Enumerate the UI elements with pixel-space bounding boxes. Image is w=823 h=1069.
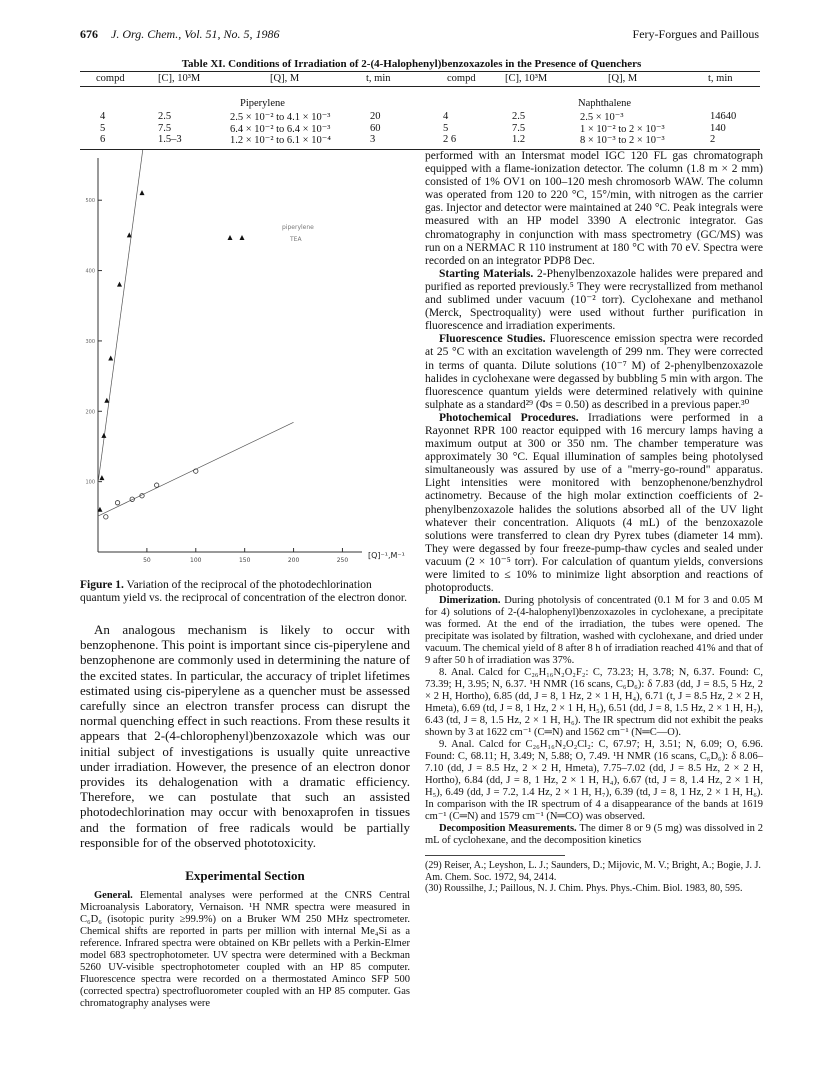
paragraph-photochemical [425,412,763,595]
dimerization-heading: Dimerization. [439,595,501,607]
naphthalene-row-cell: 1.2 [512,134,526,145]
piperylene-point [104,398,109,403]
piperylene-row-cell: 20 [370,111,381,122]
section-heading: Experimental Section [185,868,305,884]
piperylene-row-cell: 2.5 × 10⁻² to 4.1 × 10⁻³ [230,112,331,123]
piperylene-row-cell: 6.4 × 10⁻² to 6.4 × 10⁻³ [230,123,331,135]
piperylene-row-cell: 5 [100,122,106,134]
piperylene-row-cell: 3 [370,134,376,145]
legend-label-piperylene: piperylene [282,224,314,231]
naphthalene-row-cell: 2 [710,134,716,145]
x-axis-label: [Q]⁻¹,M⁻¹ [368,551,405,560]
y-tick-label: 500 [85,198,95,205]
paragraph-starting-materials [425,268,763,333]
naphthalene-row-cell: 2.5 × 10⁻³ [580,112,624,123]
paragraph-analysis-8: 8. Anal. Calcd for C₂₆H₁₆N₂O₂F₂: C, 73.23; H, 3.78; N, 6.37. Found: C, 73.39; H, 3.95; N, 6.37. ¹H NMR (16 scans, C₆D₆): δ 7.83 (dd, J = 8.5, 5 Hz, 2 × 2 H, Hortho), 6.85 (dd, J = 8, 1 Hz, 2 × 1 H, H₄), 6.71 (t, J = 8.5 Hz, 2 × 2 H, Hmeta), 6.69 (td, J = 8, 1 Hz, 2 × 1 H, H₅), 6.51 (dd, J = 8, 1.5 Hz, 2 × 1 H, H₇), 6.43 (td, J = 8, 1.5 Hz, 2 × 1 H, H₆). The IR spectrum did not exhibit the peaks shown by 3 at 1622 cm⁻¹ (C═N) and 1562 cm⁻¹ (N═C—O). [425,667,763,739]
reference-30: (30) Roussilhe, J.; Paillous, N. J. Chim. Phys. Phys.-Chim. Biol. 1983, 80, 595. [425,883,743,895]
running-head-authors: Fery-Forgues and Paillous [632,27,759,41]
figure-caption-text: Variation of the reciprocal of the photodechlorination quantum yield vs. the reciprocal of concentration of the electron donor. [80,579,407,604]
naphthalene-row-cell: 1 × 10⁻² to 2 × 10⁻³ [580,123,665,135]
piperylene-row-cell: 2.5 [158,111,172,122]
reference-29: (29) Reiser, A.; Leyshon, L. J.; Saunders, D.; Mijovic, M. V.; Bright, A.; Bogie, J. J. Am. Chem. Soc. 1972, 94, 2414. [425,860,761,883]
running-head-left [80,27,280,42]
piperylene-row-cell: 7.5 [158,122,172,134]
legend-label-tea: TEA [290,236,302,243]
naphthalene-row-cell: 2.5 [512,111,526,122]
group-piperylene: Piperylene [240,98,285,109]
naphthalene-row-cell: 140 [710,122,726,134]
x-tick-label: 100 [190,557,202,564]
table-header-rule [80,86,760,87]
th-q-right: [Q], M [608,73,638,84]
photochemical-text: Irradiations were performed in a Rayonnet RPR 100 reactor equipped with 16 mercury lamps having a maximum output at 300 or 350 nm. The chamber temperature was approximately 30 °C. Equal illumination of samples being photolysed simultaneously was assured by use of a "merry-go-round" apparatus. Light intensities were monitored with benzophenone/benzhydrol actinometry. Because of the high molar extinction coefficients of 2-phenylbenzoxazole halides the solutions absorbed all of the UV light whatever their concentration. Aliquots (4 mL) of the benzoxazole solutions were transferred to clean dry Pyrex tubes (diameter 14 mm). They were degassed by four freeze-pump-thaw cycles and sealed under vacuum (2 × 10⁻⁵ torr). For calculation of quantum yields, conversions were limited to ≤ 10% to minimize light absorption and reactions of photoproducts. [425,411,764,595]
y-tick-label: 400 [85,268,95,275]
general-text: Elemental analyses were performed at the CNRS Central Microanalysis Laboratory, Vernaison. ¹H NMR spectra were measured in C₆D₆ (isotopic purity ≥99.9%) on a Bruker WM 250 MHz spectrometer. Chemical shifts are reported in parts per million with internal Me₄Si as a reference. Infrared spectra were obtained on KBr pellets with a Perkin-Elmer model 683 spectrophotometer. UV spectra were determined with a Beckman 5260 UV-visible spectrophotometer coupled with an HP 85 computer. Fluorescence spectra were recorded on a thermostated Aminco SFP 500 (corrected spectra) spectrofluorometer coupled with an HP 85 computer. Gas chromatography analyses were [80,890,410,1010]
naphthalene-row-cell: 2 6 [443,134,457,145]
naphthalene-row-cell: 4 [443,111,449,122]
piperylene-row-cell: 1.5–3 [158,134,182,145]
journal-citation: J. Org. Chem., Vol. 51, No. 5, 1986 [111,27,280,41]
y-tick-label: 100 [85,479,95,486]
piperylene-point [101,433,106,438]
naphthalene-row-cell: 5 [443,122,449,134]
fluorescence-heading: Fluorescence Studies. [439,333,546,346]
legend-piperylene-marker [240,235,245,240]
paragraph-gc: performed with an Intersmat model IGC 120 FL gas chromatograph equipped with a flame-ionization detector. The column (1.8 m × 2 mm) consisted of 1% OV1 on 100–120 mesh chromosorb WAW. The column was operated from 120 to 220 °C, 15°/min, with nitrogen as the carrier gas. Injector and detector were maintained at 240 °C. Peak integrals were measured with an HP model 3390 A electronic integrator. Gas chromatography in conjunction with mass spectrometry (GC/MS) was run on a NERMAC R 110 instrument at 180 °C with 70 eV. Spectra were recorded on an integrator PDP8 Dec. [425,150,763,267]
paragraph-discussion: An analogous mechanism is likely to occur with benzophenone. This point is important since cis-piperylene and benzophenone are commonly used in determining the nature of the excited states. In particular, the accuracy of triplet lifetimes estimated using cis-piperylene as a quencher must be assessed carefully since an electron transfer process can disrupt the normal quenching effect in such reactions. From these results it appears that 2-(4-chlorophenyl)benzoxazole which was our initial subject of investigations is usually quite unreactive under irradiation. However, the presence of an electron donor provides its dehalogenation with a dramatic efficiency. Therefore, we can postulate that such an assisted photodechlorination may occur with benoxaprofen in tissues and the formation of free radicals would be partially responsible for of the observed phototoxicity. [80,622,410,850]
th-compd-left: compd [96,73,125,84]
paragraph-dimerization [425,595,763,667]
paragraph-general [80,890,410,1010]
y-tick-label: 200 [85,409,95,416]
piperylene-row-cell: 60 [370,122,381,134]
piperylene-fit-line [98,150,144,483]
table-title: Table XI. Conditions of Irradiation of 2-(4-Halophenyl)benzoxazoles in the Presence of Quenchers [181,58,642,70]
x-tick-label: 50 [143,557,151,564]
naphthalene-row-cell: 14640 [710,111,737,122]
paragraph-decomposition [425,823,763,847]
figure-label: Figure 1. [80,579,124,591]
naphthalene-row-cell: 8 × 10⁻³ to 2 × 10⁻³ [580,135,665,146]
paragraph-analysis-9: 9. Anal. Calcd for C₂₆H₁₆N₂O₂Cl₂: C, 67.97; H, 3.51; N, 6.09; O, 6.96. Found: C, 68.11; H, 3.49; N, 5.88; O, 7.49. ¹H NMR (16 scans, C₆D₆): δ 8.06–7.10 (dd, J = 8.5 Hz, 2 × 2 H, Hmeta), 7.75–7.02 (dd, J = 8.5 Hz, 2 × 2 H, Hortho), 6.84 (dd, J = 8, 1 Hz, 2 × 1 H, H₄), 6.67 (td, J = 8, 1.4 Hz, 2 × 1 H, H₅), 6.49 (dd, J = 7.2, 1.4 Hz, 2 × 1 H, H₇), 6.39 (td, J = 8, 1 Hz, 2 × 1 H, H₆). In comparison with the IR spectrum of 4 a disappearance of the bands at 1619 cm⁻¹ (C═N) and 1579 cm⁻¹ (N═CO) was observed. [425,739,763,823]
table-top-rule [80,71,760,72]
starting-materials-heading: Starting Materials. [439,267,534,280]
piperylene-point [140,190,145,195]
naphthalene-row-cell: 7.5 [512,122,526,134]
TEA-point [154,483,158,487]
photochemical-heading: Photochemical Procedures. [439,411,579,424]
right-column [425,150,763,895]
TEA-point [115,501,119,505]
decomposition-text: The dimer 8 or 9 (5 mg) was dissolved in 2 mL of cyclohexane, and the decomposition kinetics [425,823,763,847]
th-conc-right: [C], 10³M [505,73,548,84]
th-conc-left: [C], 10³M [158,73,201,84]
th-t-right: t, min [708,73,733,84]
piperylene-row-cell: 1.2 × 10⁻² to 6.1 × 10⁻⁴ [230,135,331,146]
paragraph-fluorescence [425,333,763,412]
figure-1-plot [80,150,410,570]
piperylene-point [99,475,104,480]
decomposition-heading: Decomposition Measurements. [439,823,577,835]
starting-materials-text: 2-Phenylbenzoxazole halides were prepared and purified as reported previously.⁵ They were recrystallized from methanol and sublimed under vacuum (10⁻² torr). Cyclohexane and methanol (Merck, Spectroquality) were used without further purification in fluorescence and irradiation experiments. [425,267,763,333]
piperylene-point [117,282,122,287]
figure-caption [80,579,410,604]
piperylene-row-cell: 6 [100,134,106,145]
general-heading: General. [94,890,133,902]
TEA-point [104,515,108,519]
dimerization-text: During photolysis of concentrated (0.1 M for 3 and 0.05 M for 4) solutions of 2-(4-halophenyl)benzoxazoles in cyclohexane, a precipitate was formed. At the end of the irradiation, the tubes were opened. The precipitate was isolated by filtration, washed with cyclohexane, and dried under vacuum. The chemical yield of 8 after 8 h of irradiation reached 41% and that of 9 after 50 h of irradiation was 37%. [425,595,764,667]
group-naphthalene: Naphthalene [578,98,632,109]
piperylene-row-cell: 4 [100,111,106,122]
x-tick-label: 150 [238,557,251,564]
page-number: 676 [80,27,98,41]
y-tick-label: 300 [85,338,95,345]
x-tick-label: 250 [336,557,349,564]
piperylene-point [108,356,113,361]
x-tick-label: 200 [287,557,300,564]
th-q-left: [Q], M [270,73,300,84]
legend-piperylene-marker [228,235,233,240]
th-t-left: t, min [366,73,391,84]
left-column [80,150,410,1010]
th-compd-right: compd [447,73,476,84]
fluorescence-text: Fluorescence emission spectra were recorded at 25 °C with an excitation wavelength of 299 nm. They were corrected in terms of quanta. Dilute solutions (10⁻⁷ M) of 2-phenylbenzoxazole halides in cyclohexane were degassed by bubbling 5 min with argon. The fluorescence quantum yields were determined relatively with quinine sulphate as a standard²⁹ (Φs = 0.50) as described in a previous paper.³⁰ [425,333,764,411]
running-head [80,27,759,43]
